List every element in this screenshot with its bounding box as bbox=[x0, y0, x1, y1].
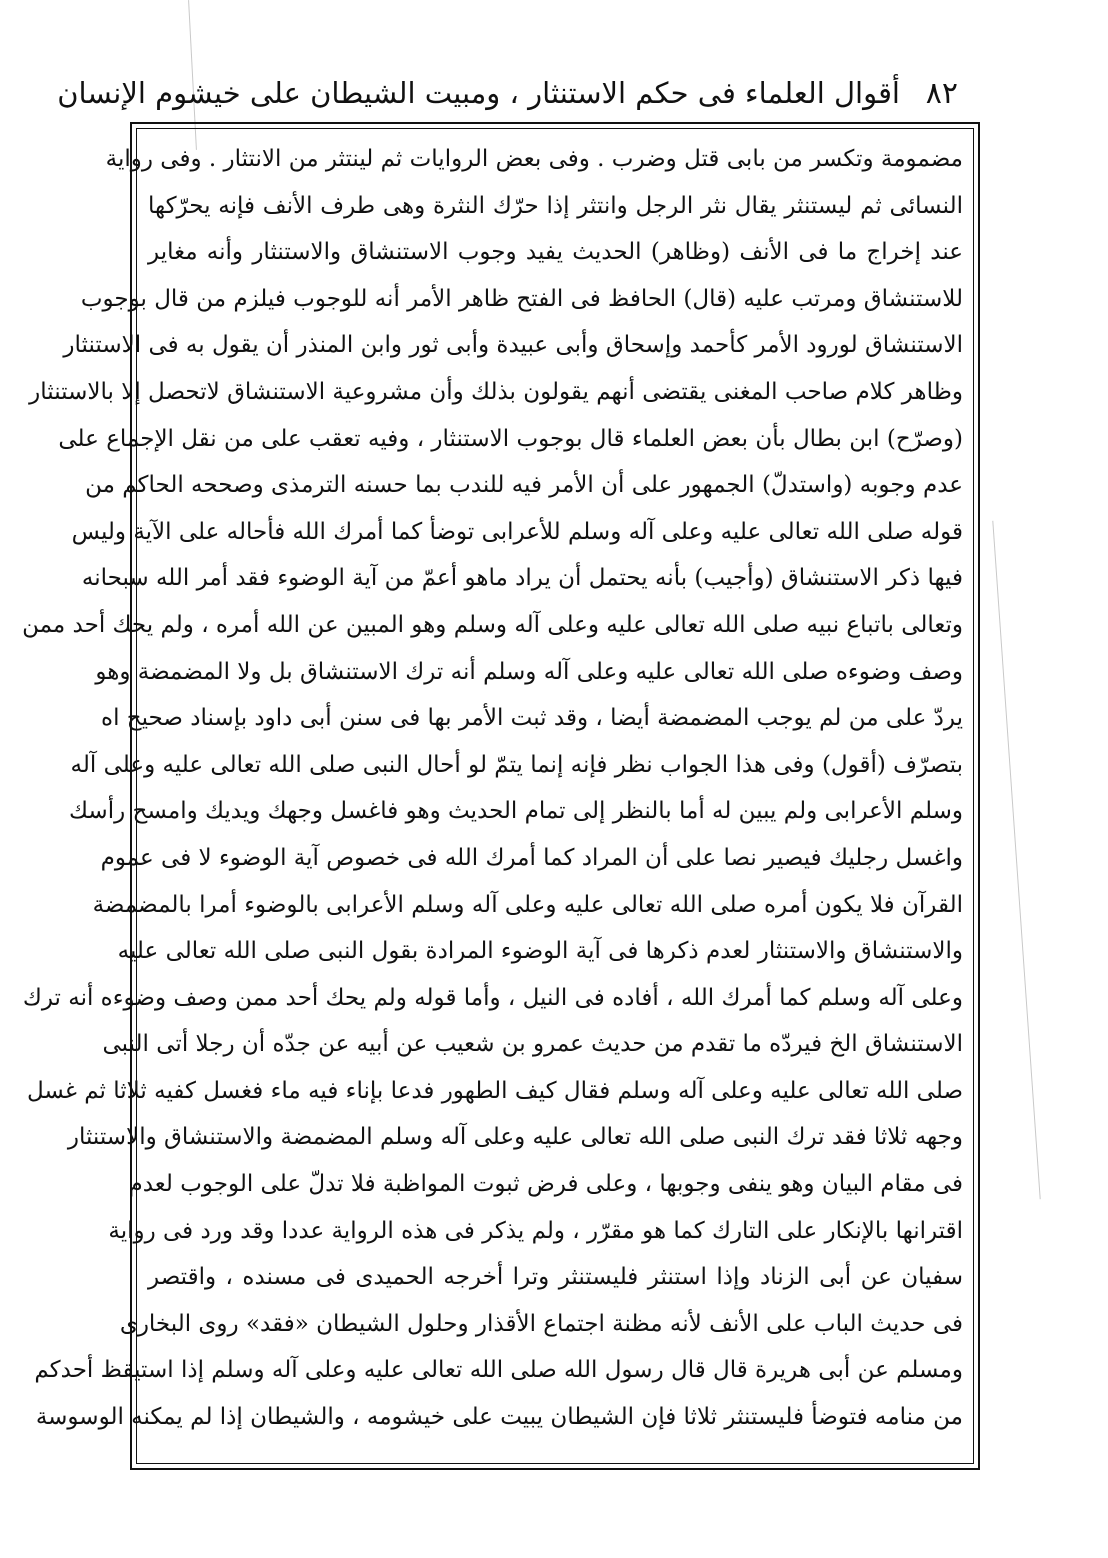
body-line: وعلى آله وسلم كما أمرك الله ، أفاده فى النيل ، وأما قوله ولم يحك أحد ممن وصف وضوءه أنه ترك bbox=[22, 984, 963, 1011]
body-line: (وصرّح) ابن بطال بأن بعض العلماء قال بوجوب الاستنثار ، وفيه تعقب على من نقل الإجماع على bbox=[58, 425, 963, 452]
body-line: وسلم الأعرابى ولم يبين له أما بالنظر إلى تمام الحديث وهو فاغسل وجهك ويديك وامسح رأسك bbox=[69, 798, 963, 825]
body-line: ومسلم عن أبى هريرة قال قال رسول الله صلى الله تعالى عليه وعلى آله وسلم إذا استيقظ أحدكم bbox=[34, 1357, 963, 1384]
body-line: عند إخراج ما فى الأنف (وظاهر) الحديث يفيد وجوب الاستنشاق والاستنثار وأنه مغاير bbox=[148, 239, 963, 266]
body-line: سفيان عن أبى الزناد وإذا استنثر فليستنثر وترا أخرجه الحميدى فى مسنده ، واقتصر bbox=[148, 1264, 963, 1291]
body-line: الاستنشاق الخ فيردّه ما تقدم من حديث عمرو بن شعيب عن أبيه عن جدّه أن رجلا أتى النبى bbox=[102, 1031, 963, 1058]
scan-artifact-line bbox=[992, 521, 1040, 1199]
body-line: بتصرّف (أقول) وفى هذا الجواب نظر فإنه إنما يتمّ لو أحال النبى صلى الله تعالى عليه وعلى آله bbox=[70, 751, 963, 778]
body-line: النسائى ثم ليستنثر يقال نثر الرجل وانتثر إذا حرّك النثرة وهى طرف الأنف فإنه يحرّكها bbox=[148, 192, 963, 219]
body-line: الاستنشاق لورود الأمر كأحمد وإسحاق وأبى عبيدة وأبى ثور وابن المنذر أن يقول به فى الاستنثار bbox=[63, 332, 963, 359]
body-text bbox=[22, 136, 963, 1441]
body-line: مضمومة وتكسر من بابى قتل وضرب . وفى بعض الروايات ثم لينتثر من الانتثار . وفى رواية bbox=[105, 146, 963, 172]
body-line: القرآن فلا يكون أمره صلى الله تعالى عليه وعلى آله وسلم الأعرابى بالوضوء أمرا بالمضمضة bbox=[92, 891, 963, 918]
body-line: من منامه فتوضأ فليستنثر ثلاثا فإن الشيطان يبيت على خيشومه ، والشيطان إذا لم يمكنه الوسوسة bbox=[35, 1404, 963, 1431]
body-line: فى حديث الباب على الأنف لأنه مظنة اجتماع الأقذار وحلول الشيطان «فقد» روى البخارى bbox=[119, 1310, 963, 1337]
body-line: وجهه ثلاثا فقد ترك النبى صلى الله تعالى عليه وعلى آله وسلم المضمضة والاستنشاق والاستنثار bbox=[67, 1124, 963, 1151]
body-line: وظاهر كلام صاحب المغنى يقتضى أنهم يقولون بذلك وأن مشروعية الاستنشاق لاتحصل إلا بالاستنثار bbox=[29, 378, 963, 405]
body-line: قوله صلى الله تعالى عليه وعلى آله وسلم للأعرابى توضأ كما أمرك الله فأحاله على الآية وليس bbox=[71, 518, 963, 545]
body-line: فيها ذكر الاستنشاق (وأجيب) بأنه يحتمل أن يراد ماهو أعمّ من آية الوضوء فقد أمر الله سبحانه bbox=[81, 565, 963, 592]
running-title: أقوال العلماء فى حكم الاستنثار ، ومبيت الشيطان على خيشوم الإنسان bbox=[57, 76, 900, 110]
body-line: صلى الله تعالى عليه وعلى آله وسلم فقال كيف الطهور فدعا بإناء فيه ماء فغسل كفيه ثلاثا ثم غسل bbox=[26, 1077, 963, 1104]
body-line: اقترانها بالإنكار على التارك كما هو مقرّر ، ولم يذكر فى هذه الرواية عددا وقد ورد فى رواية bbox=[108, 1217, 963, 1244]
body-line: والاستنشاق والاستنثار لعدم ذكرها فى آية الوضوء المرادة بقول النبى صلى الله تعالى عليه bbox=[117, 938, 963, 965]
body-line: وتعالى باتباع نبيه صلى الله تعالى عليه وعلى آله وسلم وهو المبين عن الله أمره ، ولم يحك أحد ممن bbox=[22, 611, 963, 638]
body-line: وصف وضوءه صلى الله تعالى عليه وعلى آله وسلم أنه ترك الاستنشاق بل ولا المضمضة وهو bbox=[95, 658, 963, 685]
body-line: للاستنشاق ومرتب عليه (قال) الحافظ فى الفتح ظاهر الأمر أنه للوجوب فيلزم من قال بوجوب bbox=[80, 285, 963, 312]
body-line: فى مقام البيان وهو ينفى وجوبها ، وعلى فرض ثبوت المواظبة فلا تدلّ على الوجوب لعدم bbox=[128, 1171, 963, 1198]
page-number: ٨٢ bbox=[925, 76, 958, 111]
body-line: عدم وجوبه (واستدلّ) الجمهور على أن الأمر فيه للندب بما حسنه الترمذى وصححه الحاكم من bbox=[85, 472, 963, 499]
page-header bbox=[57, 70, 970, 120]
body-line: يردّ على من لم يوجب المضمضة أيضا ، وقد ثبت الأمر بها فى سنن أبى داود بإسناد صحيح اه bbox=[101, 705, 963, 732]
body-line: واغسل رجليك فيصير نصا على أن المراد كما أمرك الله فى خصوص آية الوضوء لا فى عموم bbox=[100, 844, 963, 871]
